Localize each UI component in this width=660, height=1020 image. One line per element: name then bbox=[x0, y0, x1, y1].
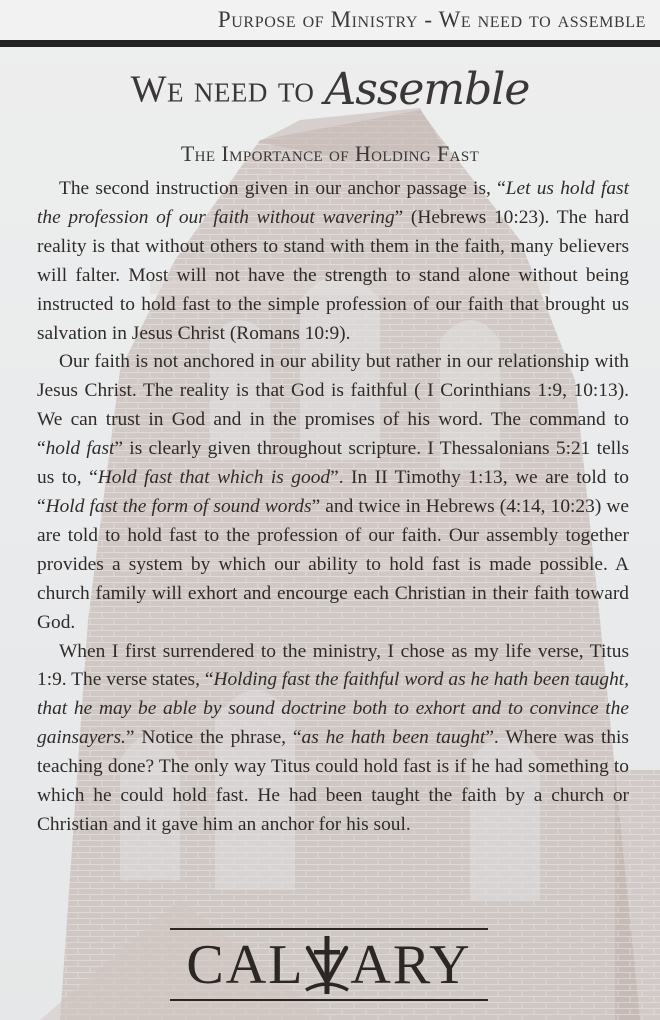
scripture-quote: Hold fast that which is good bbox=[97, 467, 331, 489]
section-subtitle: The Importance of Holding Fast bbox=[180, 141, 480, 166]
logo-wordmark bbox=[170, 934, 488, 996]
logo-text-right: ARY bbox=[350, 934, 472, 996]
paragraph-text: The second instruction given in our anchor passage is, “ bbox=[59, 178, 506, 199]
title-main-text: We need to bbox=[130, 68, 315, 111]
logo-rule-bottom bbox=[170, 999, 488, 1001]
logo-rule-top bbox=[170, 928, 488, 930]
scripture-quote: Holding fast the faithful word as he hath been taught, that he may be able by sound doctrine both to exhort and to convince the gainsayers. bbox=[37, 669, 630, 749]
paragraph-text: When I first surrendered to the ministry, I chose as my life verse, Titus 1:9. The verse states, “ bbox=[37, 640, 629, 691]
calvary-logo bbox=[170, 926, 490, 1004]
paragraph-text: Our faith is not anchored in our ability but rather in our relationship with Jesus Christ. The reality is that God is faithful ( I Corinthians 1:9, 10:13). We can trust in God and in the promises of his word. The command to “ bbox=[37, 351, 629, 460]
scripture-quote: as he hath been taught bbox=[301, 727, 486, 749]
title-script-text: Assemble bbox=[324, 64, 530, 115]
scripture-quote: hold fast bbox=[45, 438, 115, 460]
cross-and-anchor-icon bbox=[304, 934, 350, 996]
header-divider bbox=[0, 40, 660, 47]
page-title bbox=[0, 64, 660, 115]
page-header: Purpose of Ministry - We need to assemble bbox=[0, 0, 660, 40]
paragraph-text: ” and twice in Hebrews (4:14, 10:23) we are told to hold fast to the profession of our faith. Our assembly together provides a system by which our ability to hold fast is made possible. A church family will exhort and encourge each Christian in their faith toward God. bbox=[37, 495, 630, 633]
paragraph-text: ”. In II Timothy 1:13, we are told to “ bbox=[37, 467, 629, 517]
paragraph-text: ” Notice the phrase, “ bbox=[125, 727, 302, 749]
scripture-quote: Let us hold fast the profession of our faith without wavering bbox=[37, 178, 629, 228]
article-body bbox=[37, 175, 629, 840]
body-paragraph-3 bbox=[37, 638, 629, 840]
logo-text-left: CAL bbox=[186, 934, 305, 996]
paragraph-text: ” is clearly given throughout scripture. I Thessalonians 5:21 tells us to, “ bbox=[37, 438, 629, 489]
scripture-quote: Hold fast the form of sound words bbox=[45, 495, 312, 517]
body-paragraph-1 bbox=[37, 175, 629, 348]
body-paragraph-2 bbox=[37, 348, 629, 637]
paragraph-text: ”. Where was this teaching done? The only way Titus could hold fast is if he had something to which he could hold fast. He had been taught the faith by a church or Christian and it gave him an anchor for his soul. bbox=[37, 727, 629, 835]
paragraph-text: ” (Hebrews 10:23). The hard reality is that without others to stand with them in the faith, many believers will falter. Most will not have the strength to stand alone without being instructed to hold fast to the simple profession of our faith that brought us salvation in Jesus Christ (Romans 10:9). bbox=[37, 206, 629, 344]
